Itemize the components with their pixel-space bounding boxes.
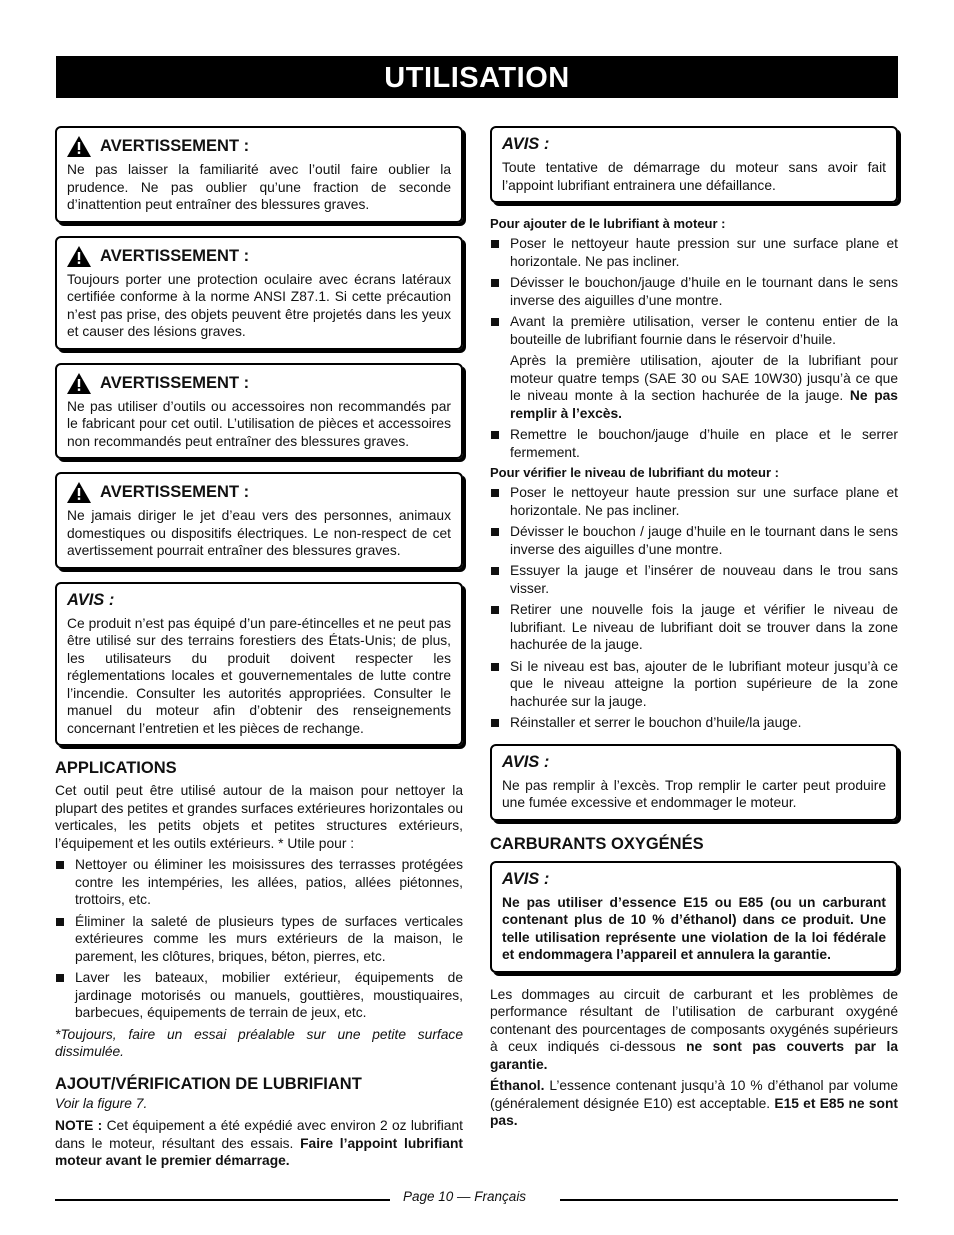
bullet-icon (491, 431, 499, 439)
bullet-icon (491, 528, 499, 536)
warning-triangle-icon (67, 373, 91, 394)
list-item: Poser le nettoyeur haute pression sur une surface plane et horizontale. Ne pas incliner. (490, 235, 898, 270)
bullet-icon (491, 489, 499, 497)
list-item: Dévisser le bouchon / jauge d’huile en le tournant dans le sens inverse des aiguilles d’une montre. (490, 523, 898, 558)
ajouter-followup: Après la première utilisation, ajouter de la lubrifiant pour moteur quatre temps (SAE 30 ou SAE 10W30) jusqu’à ce que le niveau monte à la section hachurée de la jauge. Ne pas remplir à l’excès. (510, 353, 898, 421)
section-heading-carburants: CARBURANTS OXYGÉNÉS (490, 834, 704, 853)
bullet-icon (491, 279, 499, 287)
notice-box (55, 582, 463, 747)
notice-text: Toute tentative de démarrage du moteur sans avoir fait l’appoint lubrifiant entrainera une défaillance. (502, 160, 886, 193)
ajouter-list (490, 235, 898, 348)
left-column (55, 126, 463, 1174)
ajouter-list-end (490, 426, 898, 461)
notice-text: Ne pas utiliser d’essence E15 ou E85 (ou un carburant contenant plus de 10 % d’éthanol) dans ce produit. Une telle utilisation représente une violation de la loi fédérale et endommagera l’appareil et annulera la garantie. (502, 894, 886, 962)
page-footer (55, 1189, 898, 1209)
bullet-icon (56, 974, 64, 982)
bullet-icon (491, 567, 499, 575)
notice-label: AVIS : (67, 590, 115, 609)
warning-triangle-icon (67, 136, 91, 157)
warning-label: AVERTISSEMENT : (100, 483, 250, 501)
subheading-ajouter: Pour ajouter de le lubrifiant à moteur : (490, 216, 726, 231)
list-item: Poser le nettoyeur haute pression sur une surface plane et horizontale. Ne pas incliner. (490, 484, 898, 519)
subheading-verifier: Pour vérifier le niveau de lubrifiant du moteur : (490, 465, 779, 480)
verifier-list (490, 484, 898, 732)
warning-text: Toujours porter une protection oculaire avec écrans latéraux certifiée conforme à la norme ANSI Z87.1. Si cette précaution n’est pas prise, des objets peuvent être projetés dans les yeux et causer des lésions graves. (67, 271, 451, 339)
bullet-icon (491, 719, 499, 727)
warning-triangle-icon (67, 482, 91, 503)
bullet-icon (491, 240, 499, 248)
warning-text: Ne pas laisser la familiarité avec l’outil faire oublier la prudence. Ne pas oublier qu’une fraction de seconde d’inattention peut entraîner des blessures graves. (67, 162, 451, 212)
bullet-icon (491, 606, 499, 614)
applications-intro: Cet outil peut être utilisé autour de la maison pour nettoyer la plupart des petites et grandes surfaces extérieures horizontales ou verticales, les petits objets et petites structures extérieurs, l’équipement et les outils extérieurs. * Utile pour : (55, 783, 463, 851)
list-item: Retirer une nouvelle fois la jauge et vérifier le niveau de lubrifiant. Le niveau de lubrifiant doit se trouver dans la zone hachurée de la jauge. (490, 601, 898, 654)
warning-text: Ne pas utiliser d’outils ou accessoires non recommandés par le fabricant pour cet outil. L’utilisation de pièces et accessoires non recommandés peut entraîner des blessures graves. (67, 398, 451, 449)
list-item: Laver les bateaux, mobilier extérieur, équipements de jardinage motorisés ou manuels, gouttières, moustiquaires, barbecues, équipements de terrain de jeux, etc. (55, 969, 463, 1022)
list-item: Si le niveau est bas, ajouter de le lubrifiant moteur jusqu’à ce que le niveau atteigne la portion supérieure de la zone hachurée sur la jauge. (490, 658, 898, 711)
list-item: Essuyer la jauge et l’insérer de nouveau dans le trou sans visser. (490, 562, 898, 597)
notice-box (490, 861, 898, 973)
warning-box (55, 236, 463, 350)
warning-triangle-icon (67, 246, 91, 267)
page-number: Page 10 — Français (403, 1189, 527, 1204)
section-heading-applications: APPLICATIONS (55, 759, 177, 777)
page-title: UTILISATION (56, 56, 898, 98)
warning-label: AVERTISSEMENT : (100, 137, 250, 155)
list-item: Éliminer la saleté de plusieurs types de surfaces verticales extérieures comme les murs extérieurs de la maison, le parement, les clôtures, briques, béton, pierres, etc. (55, 913, 463, 966)
figure-reference: Voir la figure 7. (55, 1095, 148, 1111)
applications-note: *Toujours, faire un essai préalable sur une petite surface dissimulée. (55, 1026, 463, 1059)
warning-label: AVERTISSEMENT : (100, 246, 250, 265)
bullet-icon (491, 318, 499, 326)
right-column (490, 126, 898, 1134)
bullet-icon (56, 918, 64, 926)
warning-text: Ne jamais diriger le jet d’eau vers des personnes, animaux domestiques ou dispositifs électriques. Le non-respect de cet avertissement pourrait entraîner des blessures graves. (67, 508, 451, 558)
list-item: Dévisser le bouchon/jauge d’huile en le tournant dans le sens inverse des aiguilles d’une montre. (490, 274, 898, 309)
warning-box (55, 472, 463, 569)
section-heading-lubrifiant: AJOUT/VÉRIFICATION DE LUBRIFIANT (55, 1074, 362, 1093)
notice-label: AVIS : (502, 135, 550, 153)
list-item: Avant la première utilisation, verser le contenu entier de la bouteille de lubrifiant fournie dans le réservoir d’huile. (490, 313, 898, 348)
warning-box (55, 126, 463, 223)
warning-label: AVERTISSEMENT : (100, 373, 250, 392)
list-item: Nettoyer ou éliminer les moisissures des terrasses protégées contre les intempéries, les allées, patios, allées piétonnes, trottoirs, etc. (55, 856, 463, 909)
notice-label: AVIS : (502, 869, 550, 888)
bullet-icon (56, 861, 64, 869)
footer-rule-right (560, 1199, 898, 1201)
applications-list (55, 856, 463, 1022)
ethanol-paragraph: Éthanol. L’essence contenant jusqu’à 10 % d’éthanol par volume (généralement désignée E10) est acceptable. E15 et E85 ne sont pas. (490, 1078, 898, 1128)
bullet-icon (491, 663, 499, 671)
notice-box (490, 744, 898, 821)
carburants-paragraph: Les dommages au circuit de carburant et les problèmes de performance résultant de l’utilisation de carburant oxygéné contenant des pourcentages de composants oxygénés supérieurs à ceux indiqués ci-dessous ne sont pas couverts par la garantie. (490, 986, 898, 1072)
warning-box (55, 363, 463, 460)
notice-label: AVIS : (502, 752, 550, 771)
notice-box (490, 126, 898, 203)
list-item: Réinstaller et serrer le bouchon d’huile/la jauge. (490, 714, 898, 732)
notice-text: Ce produit n’est pas équipé d’un pare-étincelles et ne peut pas être utilisé sur des terrains forestiers des États-Unis; de plus, les utilisateurs du produit doivent respecter les réglementations locales et gouvernementales de lutte contre l’incendie. Consulter les autorités appropriées. Consulter le manuel du moteur afin d’obtenir des renseignements concernant l’entretien et les pièces de rechange. (67, 615, 451, 736)
list-item: Remettre le bouchon/jauge d’huile en place et le serrer fermement. (490, 426, 898, 461)
footer-rule-left (55, 1199, 390, 1201)
lubrifiant-note: NOTE : Cet équipement a été expédié avec environ 2 oz lubrifiant dans le moteur, résultant des essais. Faire l’appoint lubrifiant moteur avant le premier démarrage. (55, 1118, 463, 1168)
notice-text: Ne pas remplir à l’excès. Trop remplir le carter peut produire une fumée excessive et endommager le moteur. (502, 777, 886, 810)
